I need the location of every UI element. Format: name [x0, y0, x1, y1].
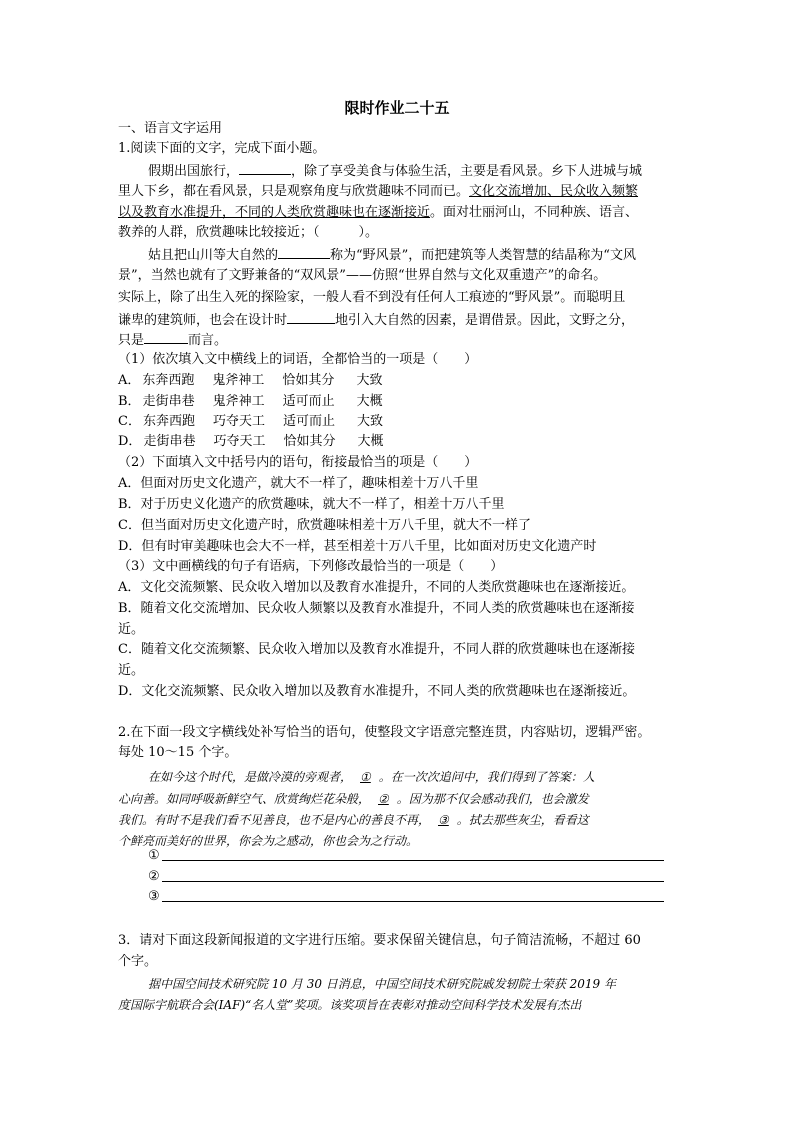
passage1-line: 里人下乡，都在看风景，只是观察角度与欣赏趣味不同而已。文化交流增加、民众收入频繁	[118, 184, 639, 199]
answer-line-1[interactable]: ①	[148, 848, 160, 864]
sub1-option-d: D． 走街串巷 巧夺天工 恰如其分 大概	[118, 434, 384, 449]
q3-text-line: 据中国空间技术研究院 10 月 30 日消息，中国空间技术研究院戚发轫院士荣获 2019 年	[148, 977, 616, 991]
passage1-line: 教养的人群，欣赏趣味比较接近；（ ）。	[118, 225, 379, 240]
sub2-stem: （2）下面填入文中括号内的语句，衔接最恰当的项是（ ）	[118, 455, 478, 470]
q2-prompt: 2.在下面一段文字横线处补写恰当的语句，使整段文字语意完整连贯，内容贴切，逻辑严密。	[118, 725, 651, 740]
q2-prompt-cont: 每处 10～15 个字。	[118, 745, 238, 760]
blank-2	[278, 246, 330, 259]
q3-prompt: 3．请对下面这段新闻报道的文字进行压缩。要求保留关键信息，句子简洁流畅，不超过 60	[118, 933, 641, 948]
sub3-option-b: B．随着文化交流增加、民众收人频繁以及教育水准提升，不同人类的欣赏趣味也在逐渐接	[118, 601, 635, 616]
answer-line-3[interactable]: ③	[148, 889, 160, 905]
sub2-option-c: C．但当面对历史文化遗产时，欣赏趣味相差十万八千里，就大不一样了	[118, 518, 531, 533]
passage2-line: 谦卑的建筑师，也会在设计时 地引入大自然的因素，是谓借景。因此，文野之分，	[118, 313, 635, 328]
passage1-line: 假期出国旅行， ，除了享受美食与体验生活，主要是看风景。乡下人进城与城	[148, 164, 643, 179]
sub1-option-a: A． 东奔西跑 鬼斧神工 恰如其分 大致	[118, 373, 383, 388]
underlined-sentence: 以及教育水准提升，不同的人类欣赏趣味也在逐渐接近	[118, 205, 431, 220]
blank-1	[239, 162, 291, 175]
page-title: 限时作业二十五	[344, 99, 450, 117]
underlined-sentence: 文化交流增加、民众收入频繁	[469, 184, 639, 199]
sub1-stem: （1）依次填入文中横线上的词语，全都恰当的一项是（ ）	[118, 352, 478, 367]
section-heading: 一、语言文字运用	[118, 121, 223, 136]
passage2-line: 姑且把山川等大自然的 称为“野风景”，而把建筑等人类智慧的结晶称为“文风	[148, 248, 636, 263]
blank-4	[144, 331, 188, 344]
blank-3	[287, 311, 335, 324]
sub3-option-a: A．文化交流频繁、民众收入增加以及教育水准提升，不同的人类欣赏趣味也在逐渐接近。	[118, 580, 635, 595]
q3-text-line: 度国际宇航联合会(IAF)“名人堂”奖项。该奖项旨在表彰对推动空间科学技术发展有杰出	[118, 998, 582, 1012]
q2-text-line: 个鲜亮而美好的世界，你会为之感动，你也会为之行动。	[118, 834, 419, 848]
sub3-option-c: C．随着文化交流频繁、民众收入增加以及教育水准提升，不同人群的欣赏趣味也在逐渐接	[118, 642, 635, 657]
q2-blank-2: ②	[378, 792, 389, 806]
sub3-option-b-cont: 近。	[118, 622, 145, 637]
q3-prompt-cont: 个字。	[118, 954, 158, 969]
q2-blank-3: ③	[438, 813, 449, 827]
sub2-option-a: A．但面对历史文化遗产，就大不一样了，趣味相差十万八千里	[118, 476, 479, 491]
passage2-line: 只是 而言。	[118, 333, 228, 348]
sub3-option-d: D．文化交流频繁、民众收入增加以及教育水准提升，不同人类的欣赏趣味也在逐渐接近。	[118, 684, 636, 699]
sub1-option-c: C． 东奔西跑 巧夺天工 适可而止 大致	[118, 414, 384, 429]
passage2-line: 景”，当然也就有了文野兼备的“双风景”——仿照“世界自然与文化双重遗产”的命名。	[118, 268, 607, 283]
sub2-option-d: D．但有时审美趣味也会大不一样，甚至相差十万八千里，比如面对历史文化遗产时	[118, 539, 597, 554]
sub3-stem: （3）文中画横线的句子有语病，下列修改最恰当的一项是（ ）	[118, 559, 504, 574]
answer-line-2[interactable]: ②	[148, 869, 160, 885]
q1-prompt: 1.阅读下面的文字，完成下面小题。	[118, 141, 326, 156]
passage2-line: 实际上，除了出生入死的探险家，一般人看不到没有任何人工痕迹的“野风景”。而聪明且	[118, 290, 626, 305]
sub3-option-c-cont: 近。	[118, 663, 145, 678]
sub1-option-b: B． 走街串巷 鬼斧神工 适可而止 大概	[118, 394, 383, 409]
q2-text-line: 在如今这个时代，是做冷漠的旁观者， ① 。在一次次追问中，我们得到了答案：人	[148, 770, 595, 784]
passage1-line: 以及教育水准提升，不同的人类欣赏趣味也在逐渐接近。面对壮丽河山，不同种族、语言、	[118, 205, 639, 220]
q2-text-line: 心向善。如同呼吸新鲜空气、欣赏绚烂花朵般， ② 。因为那不仅会感动我们，也会激发	[118, 792, 589, 806]
q2-text-line: 我们。有时不是我们看不见善良，也不是内心的善良不再， ③ 。拭去那些灰尘，看看这	[118, 813, 589, 827]
q2-blank-1: ①	[360, 770, 371, 784]
sub2-option-b: B．对于历史义化遗产的欣赏趣味，就大不一样了，相差十万八千里	[118, 497, 505, 512]
